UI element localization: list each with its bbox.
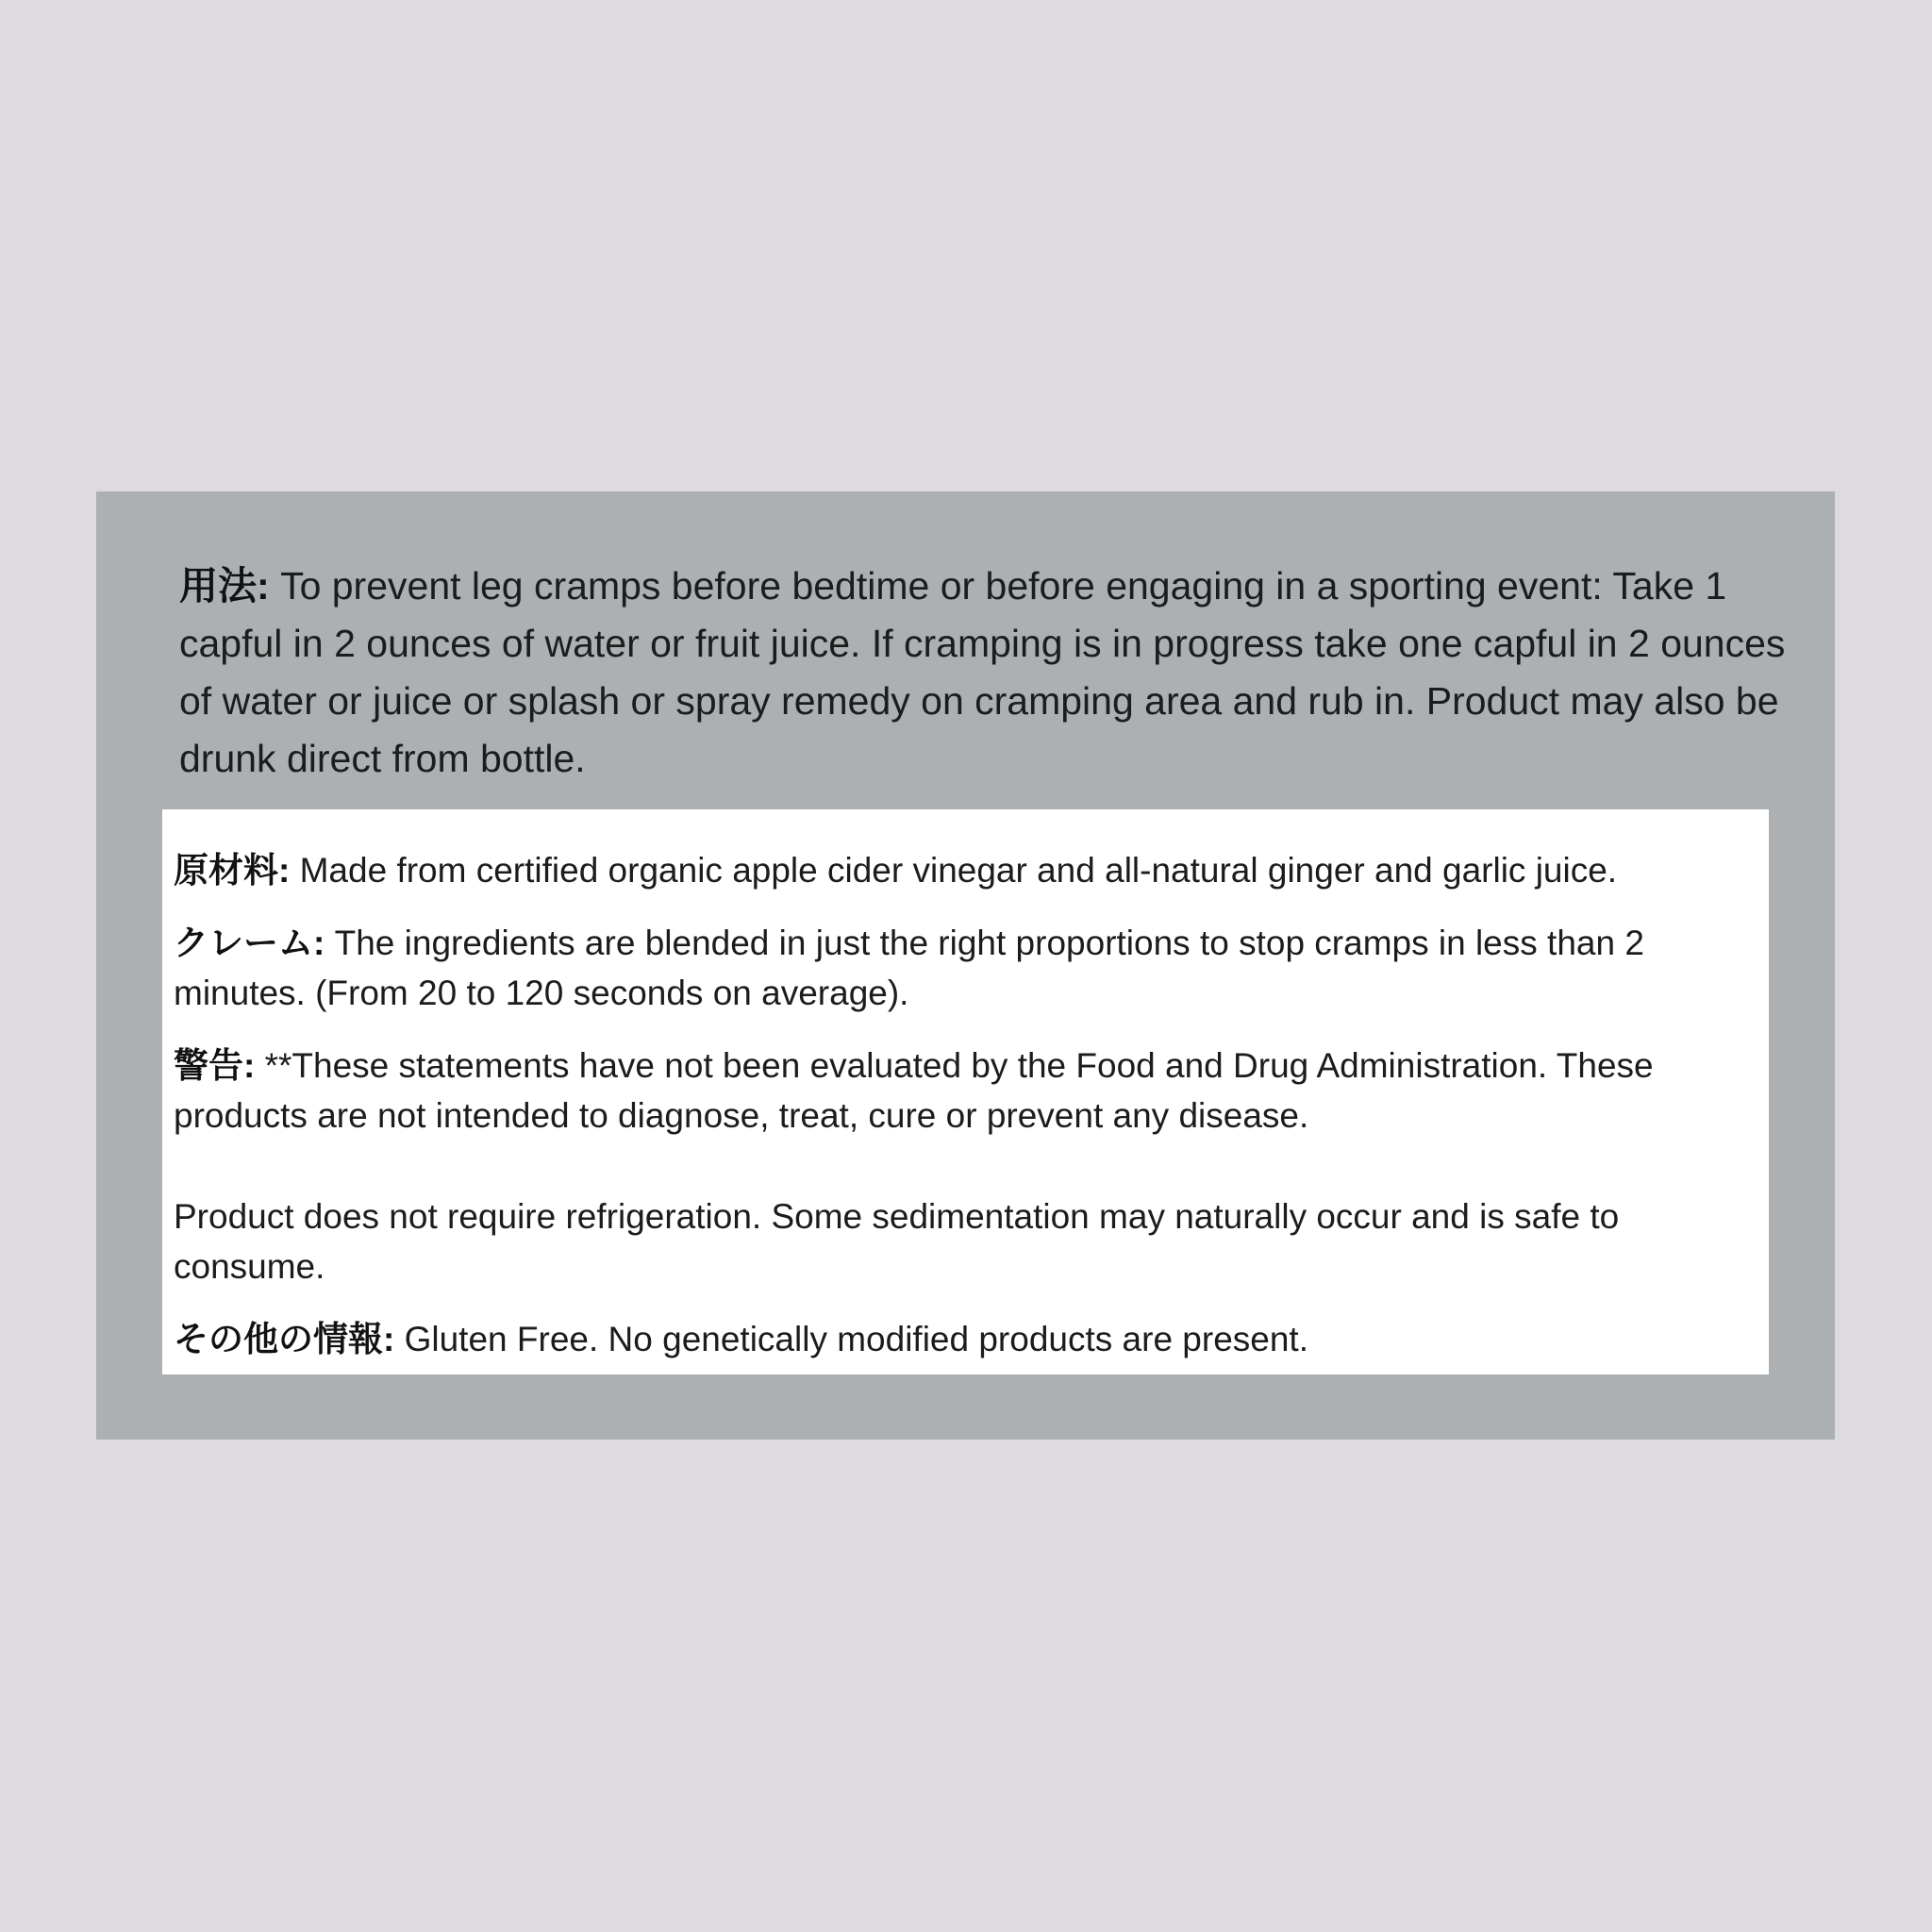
directions-section <box>179 558 1811 788</box>
storage-paragraph <box>174 1191 1756 1291</box>
claims-paragraph <box>174 918 1756 1018</box>
directions-text: To prevent leg cramps before bedtime or before engaging in a sporting event: Take 1 capful in 2 ounces of water or fruit juice. If cramping is in progress take one capful in 2 ounces of water or juice or splash or spray remedy on cramping area and rub in. Product may also be drunk direct from bottle. <box>179 564 1786 780</box>
ingredients-paragraph <box>174 845 1756 895</box>
ingredients-label: 原材料: <box>174 851 291 890</box>
claims-label: クレーム: <box>174 924 325 962</box>
claims-text: The ingredients are blended in just the right proportions to stop cramps in less than 2 minutes. (From 20 to 120 seconds on average). <box>174 924 1644 1012</box>
ingredients-text: Made from certified organic apple cider vinegar and all-natural ginger and garlic juice. <box>299 851 1618 890</box>
warning-paragraph <box>174 1041 1756 1141</box>
info-box <box>162 809 1769 1374</box>
other-info-paragraph <box>174 1314 1756 1364</box>
warning-label: 警告: <box>174 1046 256 1085</box>
label-panel <box>96 491 1835 1440</box>
other-info-label: その他の情報: <box>174 1320 395 1358</box>
warning-text: **These statements have not been evaluated by the Food and Drug Administration. These products are not intended to diagnose, treat, cure or prevent any disease. <box>174 1046 1654 1135</box>
storage-text: Product does not require refrigeration. Some sedimentation may naturally occur and is safe to consume. <box>174 1197 1620 1286</box>
directions-label: 用法: <box>179 564 270 608</box>
other-info-text: Gluten Free. No genetically modified products are present. <box>404 1320 1308 1358</box>
